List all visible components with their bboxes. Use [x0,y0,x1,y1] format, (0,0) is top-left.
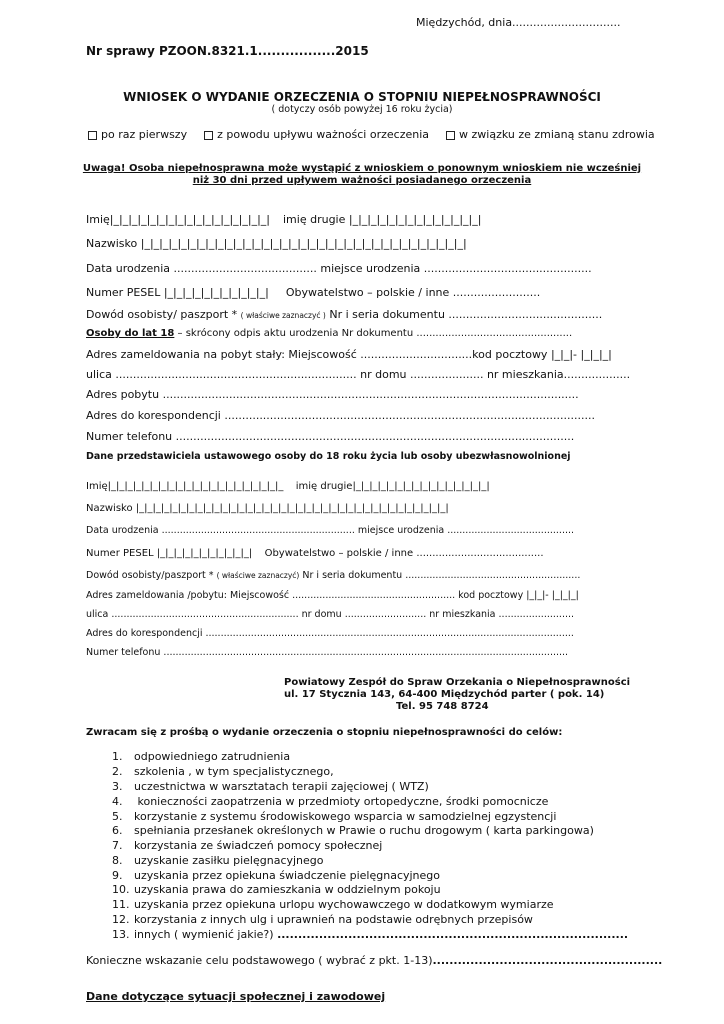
checkbox-first-time[interactable]: po raz pierwszy [88,128,187,141]
rep-last-name-field[interactable]: Nazwisko |_|_|_|_|_|_|_|_|_|_|_|_|_|_|_|_|_|_|_|_|_|_|_|_|_|_|_|_|_|_|_|_|_|_|_|_|_| [86,503,449,514]
list-item[interactable]: 12. korzystania z innych ulg i uprawnień na podstawie odrębnych przepisów [112,913,533,926]
list-item[interactable]: 6. spełniania przesłanek określonych w Prawie o ruchu drogowym ( karta parkingowa) [112,824,594,837]
applicant-last-name-field[interactable]: Nazwisko |_|_|_|_|_|_|_|_|_|_|_|_|_|_|_|_|_|_|_|_|_|_|_|_|_|_|_|_|_|_|_|_|_|_|_| [86,237,467,250]
applicant-correspondence-field[interactable]: Adres do korespondencji .......................................................................................................... [86,409,595,422]
office-name: Powiatowy Zespół do Spraw Orzekania o Niepełnosprawności [284,677,631,688]
rep-street-field[interactable]: ulica .............................................................. nr domu ........................... nr mieszkania ......................... [86,609,575,620]
representative-heading: Dane przedstawiciela ustawowego osoby do 18 roku życia lub osoby ubezwłasnowolnionej [86,451,571,462]
rep-citizenship: Obywatelstwo – polskie / inne ........................................ [264,548,544,559]
reason-options [88,128,655,141]
social-heading: Dane dotyczące sytuacji społecznej i zawodowej [86,990,386,1003]
request-heading: Zwracam się z prośbą o wydanie orzeczenia o stopniu niepełnosprawności do celów: [86,727,563,738]
rep-pesel-field[interactable]: Numer PESEL |_|_|_|_|_|_|_|_|_|_|_| Obywatelstwo – polskie / inne ........................................ [86,548,544,559]
warning-line-2: niż 30 dni przed upływem ważności posiadanego orzeczenia [192,175,532,186]
list-item[interactable]: 5. korzystanie z systemu środowiskowego wsparcia w samodzielnej egzystencji [112,810,557,823]
applicant-birth-field[interactable]: Data urodzenia ......................................... miejsce urodzenia ................................................ [86,262,592,275]
list-item[interactable]: 1. odpowiedniego zatrudnienia [112,750,291,763]
main-purpose-field[interactable]: Konieczne wskazanie celu podstawowego ( wybrać z pkt. 1-13)....................................................... [86,954,663,967]
place-date: Międzychód, dnia............................... [416,16,621,29]
applicant-pesel-field[interactable]: Numer PESEL |_|_|_|_|_|_|_|_|_|_|_| Obywatelstwo – polskie / inne ......................... [86,286,541,299]
applicant-stay-address-field[interactable]: Adres pobytu ....................................................................................................................... [86,388,579,401]
rep-address-field[interactable]: Adres zameldowania /pobytu: Miejscowość ...................................................... kod pocztowy |_|_|- |_|_|_| [86,590,579,601]
list-item[interactable]: 8. uzyskanie zasiłku pielęgnacyjnego [112,854,324,867]
form-subtitle: ( dotyczy osób powyżej 16 roku życia) [271,104,453,115]
list-item[interactable]: 7. korzystania ze świadczeń pomocy społecznej [112,839,383,852]
applicant-first-name-field[interactable]: Imię|_|_|_|_|_|_|_|_|_|_|_|_|_|_|_|_|_| imię drugie |_|_|_|_|_|_|_|_|_|_|_|_|_|_| [86,213,482,226]
applicant-citizenship: Obywatelstwo – polskie / inne ......................... [285,286,541,299]
list-item[interactable]: 10. uzyskania prawa do zamieszkania w oddzielnym pokoju [112,883,441,896]
office-phone: Tel. 95 748 8724 [396,701,489,712]
list-item[interactable]: 9. uzyskania przez opiekuna świadczenie pielęgnacyjnego [112,869,441,882]
list-item[interactable]: 4. konieczności zaopatrzenia w przedmioty ortopedyczne, środki pomocnicze [112,795,549,808]
applicant-phone-field[interactable]: Numer telefonu .................................................................................................................. [86,430,575,443]
office-address: ul. 17 Stycznia 143, 64-400 Międzychód parter ( pok. 14) [284,689,605,700]
rep-first-name-field[interactable]: Imię|_|_|_|_|_|_|_|_|_|_|_|_|_|_|_|_|_|_|_|_|_ imię drugie|_|_|_|_|_|_|_|_|_|_|_|_|_|_|_|_| [86,481,490,492]
checkbox-health-change[interactable]: w związku ze zmianą stanu zdrowia [446,128,655,141]
applicant-address-field[interactable]: Adres zameldowania na pobyt stały: Miejscowość ................................kod pocztowy |_|_|- |_|_|_| [86,348,612,361]
rep-correspondence-field[interactable]: Adres do korespondencji .......................................................................................................................... [86,628,574,639]
list-item[interactable]: 13. innych ( wymienić jakie?) .................................................................................... [112,928,629,941]
list-item[interactable]: 2. szkolenia , w tym specjalistycznego, [112,765,334,778]
rep-id-document-field[interactable]: Dowód osobisty/paszport * ( właściwe zaznaczyć) Nr i seria dokumentu .......................................................... [86,570,581,581]
applicant-street-field[interactable]: ulica ..................................................................... nr domu ..................... nr mieszkania................... [86,368,631,381]
applicant-under18-field[interactable]: Osoby do lat 18 – skrócony odpis aktu urodzenia Nr dokumentu ................................................. [86,328,573,339]
applicant-id-document-field[interactable]: Dowód osobisty/ paszport * ( właściwe zaznaczyć ) Nr i seria dokumentu ............................................ [86,308,603,321]
case-number: Nr sprawy PZOON.8321.1.................2015 [86,44,369,58]
list-item[interactable]: 3. uczestnictwa w warsztatach terapii zajęciowej ( WTZ) [112,780,429,793]
checkbox-expiry[interactable]: z powodu upływu ważności orzeczenia [204,128,429,141]
rep-birth-field[interactable]: Data urodzenia ................................................................ miejsce urodzenia .......................................... [86,525,575,536]
form-title: WNIOSEK O WYDANIE ORZECZENIA O STOPNIU NIEPEŁNOSPRAWNOŚCI [123,90,601,104]
list-item[interactable]: 11. uzyskania przez opiekuna urlopu wychowawczego w dodatkowym wymiarze [112,898,554,911]
warning-line-1: Uwaga! Osoba niepełnosprawna może wystąpić z wnioskiem o ponownym wnioskiem nie wcześniej [82,163,642,174]
rep-phone-field[interactable]: Numer telefonu ...................................................................................................................................... [86,647,569,658]
